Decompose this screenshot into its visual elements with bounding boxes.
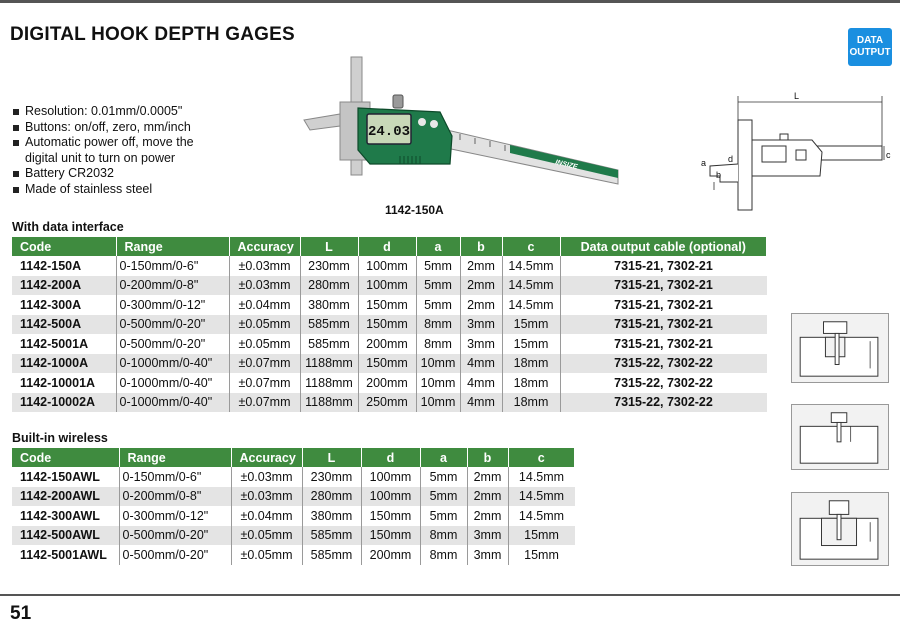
feature-item: Resolution: 0.01mm/0.0005" xyxy=(12,104,222,120)
cell-code: 1142-300AWL xyxy=(12,506,119,526)
table-header-row xyxy=(12,448,575,467)
cell-b: 2mm xyxy=(460,256,502,276)
table-row xyxy=(12,526,575,546)
lock-screw xyxy=(393,95,403,108)
cell-L: 230mm xyxy=(302,467,361,487)
col-header-range: Range xyxy=(116,237,229,256)
cell-L: 585mm xyxy=(302,526,361,546)
cell-cable: 7315-21, 7302-21 xyxy=(560,295,767,315)
brand-logo: INSIZE xyxy=(554,159,579,172)
cell-range: 0-200mm/0-8" xyxy=(119,487,231,507)
cell-b: 2mm xyxy=(460,276,502,296)
cell-range: 0-500mm/0-20" xyxy=(119,545,231,565)
cell-code: 1142-200AWL xyxy=(12,487,119,507)
badge-line-2: OUTPUT xyxy=(849,47,891,58)
product-caption: 1142-150A xyxy=(385,203,444,217)
cell-code: 1142-5001AWL xyxy=(12,545,119,565)
col-header-a: a xyxy=(416,237,460,256)
cell-cable: 7315-22, 7302-22 xyxy=(560,354,767,374)
col-header-code: Code xyxy=(12,448,119,467)
cell-a: 5mm xyxy=(420,467,467,487)
diagram-button xyxy=(796,150,806,160)
cell-range: 0-500mm/0-20" xyxy=(116,334,229,354)
cell-d: 100mm xyxy=(361,467,420,487)
cell-L: 585mm xyxy=(302,545,361,565)
cell-a: 5mm xyxy=(416,295,460,315)
col-header-b: b xyxy=(460,237,502,256)
col-header-code: Code xyxy=(12,237,116,256)
with-data-label: With data interface xyxy=(12,220,124,234)
col-header-range: Range xyxy=(119,448,231,467)
cell-accuracy: ±0.03mm xyxy=(231,467,302,487)
col-header-d: d xyxy=(361,448,420,467)
cell-c: 14.5mm xyxy=(508,506,575,526)
cell-cable: 7315-22, 7302-22 xyxy=(560,393,767,413)
cell-d: 150mm xyxy=(361,506,420,526)
diagram-screen xyxy=(762,146,786,162)
cell-code: 1142-500AWL xyxy=(12,526,119,546)
cell-c: 14.5mm xyxy=(508,467,575,487)
table-row xyxy=(12,256,767,276)
cell-a: 5mm xyxy=(420,487,467,507)
table-row xyxy=(12,276,767,296)
product-photo xyxy=(300,52,620,200)
cell-accuracy: ±0.05mm xyxy=(229,315,300,335)
hook-tip xyxy=(304,114,340,130)
cell-d: 150mm xyxy=(358,295,416,315)
cell-code: 1142-500A xyxy=(12,315,116,335)
cell-L: 1188mm xyxy=(300,393,358,413)
cell-a: 8mm xyxy=(416,315,460,335)
cell-code: 1142-5001A xyxy=(12,334,116,354)
diagram-gage-head xyxy=(823,322,846,334)
diagram-gage-head xyxy=(831,413,847,423)
cell-a: 5mm xyxy=(416,276,460,296)
cell-cable: 7315-21, 7302-21 xyxy=(560,256,767,276)
cell-d: 100mm xyxy=(361,487,420,507)
dim-label-d: d xyxy=(728,154,734,164)
cell-d: 150mm xyxy=(361,526,420,546)
cell-cable: 7315-21, 7302-21 xyxy=(560,276,767,296)
table-row xyxy=(12,295,767,315)
cell-c: 15mm xyxy=(508,526,575,546)
cell-range: 0-1000mm/0-40" xyxy=(116,354,229,374)
cell-L: 230mm xyxy=(300,256,358,276)
col-header-accuracy: Accuracy xyxy=(231,448,302,467)
cell-range: 0-1000mm/0-40" xyxy=(116,393,229,413)
cell-L: 1188mm xyxy=(300,354,358,374)
cell-c: 15mm xyxy=(502,315,560,335)
cell-d: 100mm xyxy=(358,276,416,296)
diagram-screw xyxy=(780,134,788,140)
cell-accuracy: ±0.07mm xyxy=(229,354,300,374)
cell-code: 1142-1000A xyxy=(12,354,116,374)
unit-button xyxy=(430,120,438,128)
col-header-c: c xyxy=(502,237,560,256)
cell-b: 2mm xyxy=(467,487,508,507)
table-row xyxy=(12,315,767,335)
cell-range: 0-500mm/0-20" xyxy=(116,315,229,335)
dim-label-c: c xyxy=(886,150,891,160)
cell-c: 15mm xyxy=(508,545,575,565)
cell-accuracy: ±0.03mm xyxy=(231,487,302,507)
cell-code: 1142-200A xyxy=(12,276,116,296)
cell-a: 5mm xyxy=(416,256,460,276)
cell-accuracy: ±0.03mm xyxy=(229,276,300,296)
table-row xyxy=(12,334,767,354)
data-output-badge xyxy=(848,28,892,66)
table-row xyxy=(12,487,575,507)
cell-a: 10mm xyxy=(416,393,460,413)
cell-code: 1142-150A xyxy=(12,256,116,276)
wireless-table xyxy=(12,448,575,565)
diagram-base xyxy=(738,120,752,210)
cell-b: 3mm xyxy=(467,526,508,546)
cell-cable: 7315-22, 7302-22 xyxy=(560,373,767,393)
cell-a: 5mm xyxy=(420,506,467,526)
diagram-gage-head xyxy=(829,501,848,515)
table-header-row xyxy=(12,237,767,256)
feature-list xyxy=(12,104,222,197)
table-row xyxy=(12,545,575,565)
cell-code: 1142-300A xyxy=(12,295,116,315)
dimension-diagram xyxy=(690,86,895,212)
cell-accuracy: ±0.05mm xyxy=(231,526,302,546)
cell-range: 0-500mm/0-20" xyxy=(119,526,231,546)
cell-L: 280mm xyxy=(300,276,358,296)
cell-accuracy: ±0.05mm xyxy=(231,545,302,565)
cell-d: 200mm xyxy=(358,373,416,393)
feature-item: Automatic power off, move the digital unit to turn on power xyxy=(12,135,222,166)
cell-c: 14.5mm xyxy=(502,295,560,315)
cell-b: 2mm xyxy=(460,295,502,315)
cell-range: 0-1000mm/0-40" xyxy=(116,373,229,393)
cell-accuracy: ±0.05mm xyxy=(229,334,300,354)
cell-b: 3mm xyxy=(460,315,502,335)
col-header-b: b xyxy=(467,448,508,467)
table-row xyxy=(12,467,575,487)
cell-c: 14.5mm xyxy=(508,487,575,507)
cell-cable: 7315-21, 7302-21 xyxy=(560,334,767,354)
cell-range: 0-150mm/0-6" xyxy=(119,467,231,487)
cell-accuracy: ±0.07mm xyxy=(229,373,300,393)
cell-cable: 7315-21, 7302-21 xyxy=(560,315,767,335)
badge-line-1: DATA xyxy=(856,35,884,46)
unit-button xyxy=(418,118,426,126)
feature-item: Battery CR2032 xyxy=(12,166,222,182)
cell-b: 4mm xyxy=(460,354,502,374)
cell-accuracy: ±0.04mm xyxy=(229,295,300,315)
cell-c: 18mm xyxy=(502,354,560,374)
top-rule xyxy=(0,0,900,3)
diagram-rod xyxy=(837,422,841,441)
cell-L: 380mm xyxy=(300,295,358,315)
cell-range: 0-300mm/0-12" xyxy=(116,295,229,315)
cell-c: 15mm xyxy=(502,334,560,354)
cell-code: 1142-150AWL xyxy=(12,467,119,487)
cell-d: 250mm xyxy=(358,393,416,413)
cell-range: 0-200mm/0-8" xyxy=(116,276,229,296)
lcd-reading: 24.03 xyxy=(367,124,411,140)
page-title: DIGITAL HOOK DEPTH GAGES xyxy=(10,24,295,45)
diagram-rod xyxy=(837,514,841,539)
cell-b: 3mm xyxy=(467,545,508,565)
wireless-label: Built-in wireless xyxy=(12,431,108,445)
cell-c: 18mm xyxy=(502,393,560,413)
diagram-hook xyxy=(710,164,738,182)
cell-code: 1142-10001A xyxy=(12,373,116,393)
cell-a: 8mm xyxy=(416,334,460,354)
dim-label-b: b xyxy=(716,170,722,180)
bottom-rule xyxy=(0,594,900,596)
application-diagram-1 xyxy=(791,313,889,383)
cell-L: 1188mm xyxy=(300,373,358,393)
data-interface-table xyxy=(12,237,767,412)
cell-d: 100mm xyxy=(358,256,416,276)
cell-a: 10mm xyxy=(416,373,460,393)
col-header-L: L xyxy=(300,237,358,256)
cell-b: 3mm xyxy=(460,334,502,354)
table-row xyxy=(12,506,575,526)
col-header-accuracy: Accuracy xyxy=(229,237,300,256)
cell-range: 0-150mm/0-6" xyxy=(116,256,229,276)
col-header-a: a xyxy=(420,448,467,467)
cell-c: 18mm xyxy=(502,373,560,393)
cell-a: 8mm xyxy=(420,545,467,565)
cell-c: 14.5mm xyxy=(502,276,560,296)
col-header-L: L xyxy=(302,448,361,467)
feature-item: Buttons: on/off, zero, mm/inch xyxy=(12,120,222,136)
cell-L: 585mm xyxy=(300,315,358,335)
diagram-rod xyxy=(835,333,839,364)
cell-range: 0-300mm/0-12" xyxy=(119,506,231,526)
application-diagram-2 xyxy=(791,404,889,470)
feature-item: Made of stainless steel xyxy=(12,182,222,198)
col-header-cable: Data output cable (optional) xyxy=(560,237,767,256)
table-row xyxy=(12,373,767,393)
cell-a: 10mm xyxy=(416,354,460,374)
cell-b: 2mm xyxy=(467,467,508,487)
table-row xyxy=(12,393,767,413)
cell-d: 150mm xyxy=(358,315,416,335)
col-header-d: d xyxy=(358,237,416,256)
cell-accuracy: ±0.07mm xyxy=(229,393,300,413)
cell-L: 280mm xyxy=(302,487,361,507)
cell-b: 4mm xyxy=(460,373,502,393)
page-number: 51 xyxy=(10,603,32,623)
cell-d: 200mm xyxy=(358,334,416,354)
cell-c: 14.5mm xyxy=(502,256,560,276)
cell-accuracy: ±0.03mm xyxy=(229,256,300,276)
application-diagram-3 xyxy=(791,492,889,566)
cell-d: 150mm xyxy=(358,354,416,374)
cell-code: 1142-10002A xyxy=(12,393,116,413)
cell-L: 585mm xyxy=(300,334,358,354)
dim-label-a: a xyxy=(701,158,707,168)
cell-L: 380mm xyxy=(302,506,361,526)
col-header-c: c xyxy=(508,448,575,467)
cell-a: 8mm xyxy=(420,526,467,546)
dim-label-L: L xyxy=(794,91,800,101)
cell-accuracy: ±0.04mm xyxy=(231,506,302,526)
cell-b: 2mm xyxy=(467,506,508,526)
cell-d: 200mm xyxy=(361,545,420,565)
table-row xyxy=(12,354,767,374)
cell-b: 4mm xyxy=(460,393,502,413)
